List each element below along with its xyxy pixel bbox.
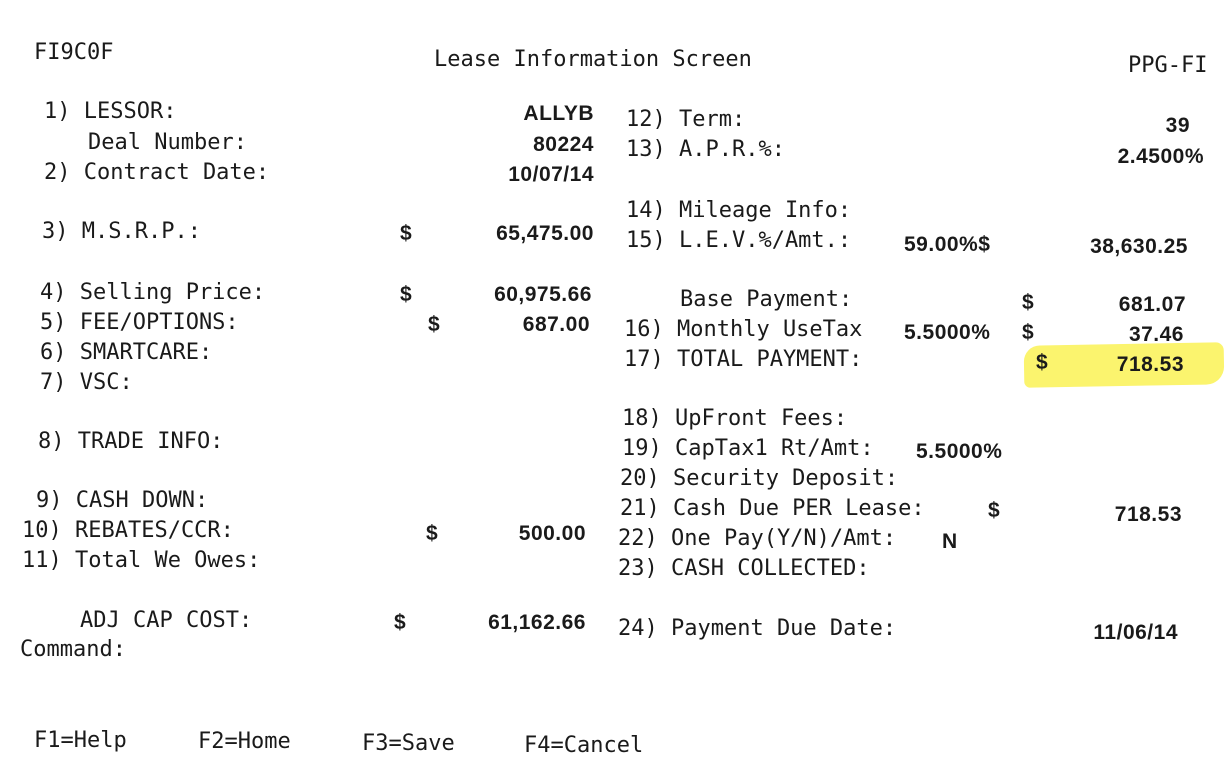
f1-help-key[interactable]: F1=Help (34, 728, 127, 753)
f3-save-key[interactable]: F3=Save (362, 731, 455, 756)
adj-cap-cost-currency: $ (394, 611, 407, 634)
rebates-label: 10) REBATES/CCR: (22, 518, 234, 543)
screen-id: FI9C0F (34, 40, 114, 65)
monthly-usetax-value: 37.46 (1128, 323, 1184, 346)
base-payment-currency: $ (1022, 291, 1035, 314)
adj-cap-cost-label: ADJ CAP COST: (80, 608, 253, 633)
monthly-usetax-label: 16) Monthly UseTax (624, 317, 863, 342)
vsc-label: 7) VSC: (40, 370, 133, 395)
lev-value: 38,630.25 (1090, 235, 1188, 258)
lev-label: 15) L.E.V.%/Amt.: (626, 228, 852, 253)
f4-cancel-key[interactable]: F4=Cancel (524, 733, 644, 758)
smartcare-label: 6) SMARTCARE: (40, 340, 213, 365)
contract-date-label: 2) Contract Date: (44, 160, 270, 185)
security-deposit-label: 20) Security Deposit: (620, 466, 899, 491)
captax-label: 19) CapTax1 Rt/Amt: (622, 436, 874, 461)
msrp-value: 65,475.00 (496, 222, 594, 245)
mileage-info-label: 14) Mileage Info: (626, 198, 852, 223)
apr-label: 13) A.P.R.%: (626, 137, 785, 162)
trade-info-label: 8) TRADE INFO: (38, 429, 224, 454)
deal-number-value: 80224 (533, 133, 594, 156)
selling-price-label: 4) Selling Price: (40, 280, 266, 305)
cash-due-currency: $ (988, 499, 1001, 522)
base-payment-label: Base Payment: (680, 287, 853, 312)
base-payment-value: 681.07 (1118, 293, 1186, 316)
payment-due-label: 24) Payment Due Date: (618, 616, 897, 641)
fee-options-label: 5) FEE/OPTIONS: (40, 310, 239, 335)
total-payment-value: 718.53 (1116, 353, 1184, 376)
total-payment-currency: $ (1036, 351, 1049, 374)
system-id: PPG-FI (1128, 53, 1208, 78)
lessor-value: ALLYB (523, 102, 594, 125)
one-pay-value: N (942, 530, 958, 553)
captax-percent: 5.5000% (916, 440, 1003, 463)
total-we-owes-label: 11) Total We Owes: (22, 548, 261, 573)
command-label: Command: (20, 637, 126, 662)
page-title: Lease Information Screen (434, 47, 752, 72)
rebates-value: 500.00 (518, 522, 586, 545)
cash-down-label: 9) CASH DOWN: (36, 488, 209, 513)
fee-options-value: 687.00 (522, 313, 590, 336)
rebates-currency: $ (426, 522, 439, 545)
monthly-usetax-currency: $ (1022, 321, 1035, 344)
monthly-usetax-percent: 5.5000% (904, 321, 991, 344)
lessor-label: 1) LESSOR: (44, 99, 177, 124)
deal-number-label: Deal Number: (88, 130, 247, 155)
f2-home-key[interactable]: F2=Home (198, 729, 291, 754)
lev-percent: 59.00%$ (904, 233, 991, 256)
selling-price-value: 60,975.66 (494, 283, 592, 306)
one-pay-label: 22) One Pay(Y/N)/Amt: (618, 526, 897, 551)
term-label: 12) Term: (626, 107, 746, 132)
cash-collected-label: 23) CASH COLLECTED: (618, 556, 870, 581)
apr-value: 2.4500% (1117, 145, 1204, 168)
msrp-currency: $ (400, 222, 413, 245)
term-value: 39 (1165, 114, 1190, 137)
cash-due-label: 21) Cash Due PER Lease: (620, 496, 925, 521)
selling-price-currency: $ (400, 283, 413, 306)
upfront-fees-label: 18) UpFront Fees: (622, 406, 848, 431)
adj-cap-cost-value: 61,162.66 (488, 611, 586, 634)
total-payment-label: 17) TOTAL PAYMENT: (624, 347, 863, 372)
payment-due-value: 11/06/14 (1093, 621, 1178, 644)
cash-due-value: 718.53 (1114, 503, 1182, 526)
fee-options-currency: $ (428, 313, 441, 336)
contract-date-value: 10/07/14 (508, 163, 594, 186)
msrp-label: 3) M.S.R.P.: (42, 219, 201, 244)
